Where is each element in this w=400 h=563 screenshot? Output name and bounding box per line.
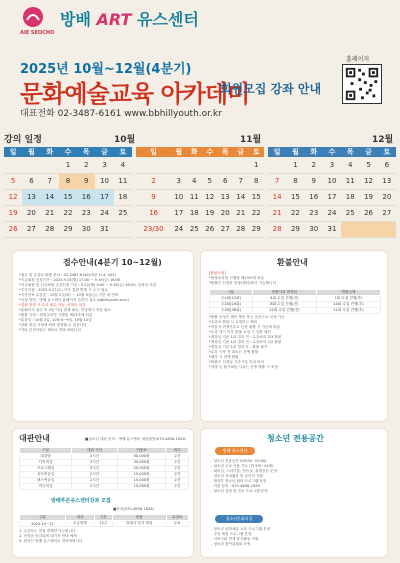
calendar-day: 24 [171,221,186,237]
calendar-day: 8 [248,173,264,189]
calendar-day: 31 [95,221,113,237]
text-line: - 이용 문의 : 070-4858-1828 [211,484,260,488]
calendar-day: 4 [114,157,132,173]
calendar-day: 18 [114,189,132,205]
program-phone: ■문의(070-4858-1828) [113,507,154,511]
text-line: *결원 발생 시 수시 접수 가능, 선착순 마감 [19,303,86,307]
text-line: *수강 개시 이후 환불 요청 시 일할 계산 [209,330,271,334]
weekday-header: 금 [359,147,377,157]
calendar-day: 7 [41,173,59,189]
weekday-header: 토 [248,147,264,157]
table-cell: 2시간 [72,484,118,490]
calendar-day: 12 [202,189,217,205]
calendar-day: 10 [95,173,113,189]
calendar-day: 1 [59,157,77,173]
qr-label: 홈페이지 [346,56,370,63]
calendar-day: 21 [268,205,286,221]
calendar-day: 5 [359,157,377,173]
calendar-day: 15 [248,189,264,205]
calendar-day: 16 [77,189,95,205]
table-cell: 15,000원 [117,472,166,478]
calendar-day: 3 [171,173,186,189]
text-line: - 청소년 전용공간 (09:00~22:00) [211,459,267,463]
text-line: *신규회원 및 신규회원 수강신청 기간 : 9.22(월) 9:00 ~ 9.26(금) 18:00, 선착순 마감 [19,283,157,287]
youth-title: 청소년 전용공간 [267,434,324,443]
calendar-day: 2 [305,157,323,173]
text-line: 3. 문의는 방배 유스센터로 연락바랍니다 [19,539,83,543]
calendar-day: 2 [136,173,171,189]
calendar-december [268,147,396,238]
table-cell: 10,000원 [117,484,166,490]
table-cell: 7회 수업 진행(후) [316,296,380,302]
calendar-day: 12 [4,189,22,205]
calendar-day: 23 [305,205,323,221]
logo-icon [22,6,44,28]
header [0,0,400,40]
table-cell: 주간 [166,454,189,460]
youth-pill[interactable]: 청소년문화의집 [215,515,263,523]
calendar-day [41,157,59,173]
calendar-day: 26 [359,205,377,221]
calendar-day: 13 [22,189,40,205]
table-cell: 3시간 [72,460,118,466]
calendar-day: 6 [22,173,40,189]
calendar-day: 20 [378,189,396,205]
table-cell: 클래식 악기 체험 [112,521,166,527]
table-cell: 21회 수업 진행(후) [316,308,380,314]
weekday-header: 수 [202,147,217,157]
calendar-day: 27 [218,221,233,237]
table-cell: 8회 수업 진행(전) [252,302,316,308]
weekday-header: 월 [286,147,304,157]
weekday-header: 금 [95,147,113,157]
table-cell: 프로그램실 [20,466,72,472]
text-line: *환불은 신청한 현장(센터)에서 가능합니다 [209,281,277,285]
calendar-day: 25 [187,221,202,237]
table-header: 기간 [94,515,112,521]
table-header: 반환사유 발생일 [252,290,316,296]
calendar-day: 11 [114,173,132,189]
calendar-day: 27 [22,221,40,237]
text-line: [환불규정] [209,271,226,275]
calendar-day: 3 [95,157,113,173]
calendar-day: 25 [114,205,132,221]
table-row [210,308,381,314]
weekday-header: 월 [171,147,186,157]
title-subtext: 회원모집 강좌 안내 [220,82,322,96]
table-cell: 대강당 [20,454,72,460]
table-cell: 주2회(24회) [210,302,253,308]
calendar-day: 11 [341,173,359,189]
calendar-day: 7 [268,173,286,189]
calendar-day: 5 [4,173,22,189]
calendar-day: 1 [248,157,264,173]
calendar-day [187,157,202,173]
calendar-day [136,157,171,173]
table-cell: 12주 [94,521,112,527]
table-cell: 12회 수업 진행(전) [252,308,316,314]
calendar-october [4,147,132,238]
table-header: 대상 [65,515,94,521]
table-cell: 2시간 [72,478,118,484]
weekday-header: 수 [323,147,341,157]
text-line: *개강일 기준 1/3 경과 전 : 수강료의 2/3 환불 [209,335,282,339]
weekday-header: 목 [218,147,233,157]
table-header: 수강료 [166,515,188,521]
calendar-day: 23 [77,205,95,221]
brand-name[interactable]: 방배 ART 유스센터 [60,10,199,29]
text-line: *접수 및 수강료 환불 문의 : 02-3487-6161(내선 114, 402) [19,273,116,277]
text-line: *기타 문의사항은 센터로 연락 바랍니다 [19,328,81,332]
table-cell: 4회 수업 진행(전) [252,296,316,302]
table-cell: 3시간 [72,454,118,460]
calendar-day: 16 [305,189,323,205]
rental-title: 대관안내 [19,434,50,443]
weekday-header: 금 [233,147,248,157]
month-label: 10월 [114,135,136,145]
refund-lines [209,271,383,286]
calendar-day: 13 [218,189,233,205]
calendar-day: 9 [136,189,171,205]
calendar-day: 17 [323,189,341,205]
calendar-day: 18 [341,189,359,205]
schedule-label: 강의 일정 [4,135,42,145]
program-notes [19,529,189,544]
program-table [19,514,189,527]
text-line: - 청소년 자치활동 및 동아리 지원 [211,474,264,478]
calendar-day: 31 [323,221,341,237]
text-line: *폐강 시 전액 환불 [209,355,239,359]
weekday-header: 목 [77,147,95,157]
calendar-day: 2 [77,157,95,173]
apply-section [12,250,194,422]
table-cell: 음악연습실 [20,472,72,478]
text-line: - 방과후 청소년 쉼터 프로그램 운영 [211,479,267,483]
calendar-day [359,221,377,237]
text-line: - 청소년 상담 및 진로 프로그램 운영 [211,489,268,493]
table-row [210,302,381,308]
calendar-day: 15 [59,189,77,205]
calendar-day: 25 [341,205,359,221]
text-line: - 회의실, 스터디룸, 연습실, 휴게공간 운영 [211,469,277,473]
calendar-day: 20 [218,205,233,221]
text-line: - 청소년 문화예술 교육 프로그램 운영 [211,527,271,531]
calendar-day: 22 [286,205,304,221]
weekday-header: 화 [41,147,59,157]
youth-section [200,428,388,558]
program-title: 방배푸른유스센터강좌 모집 [51,498,111,504]
table-header: 구분 [20,515,66,521]
text-line: *환불 규정 : 평생교육법 시행령 제23조에 따름 [19,313,93,317]
calendar-day: 8 [286,173,304,189]
rental-phone: ■청소년 대관 문의 : 방배 유스센터 대관담당(070-4858-1828) [85,437,187,441]
calendar-day [4,157,22,173]
table-cell: 무료 [166,521,188,527]
table-cell: 15,000원 [117,478,166,484]
table-header: 구분 [20,448,72,454]
refund-title: 환불안내 [277,258,308,267]
calendar-day: 4 [341,157,359,173]
calendar-day: 21 [233,205,248,221]
rental-table [19,447,189,490]
text-line: *홈페이지 접수 후 3일 이내 결제 필수, 미결제시 자동 취소 [19,308,111,312]
calendar-day: 7 [233,173,248,189]
text-line: *환불은 신청일 기준 7일 이내 처리 [209,360,264,364]
calendar-day: 10 [171,189,186,205]
table-cell: 초등학생 [65,521,94,527]
calendar-day: 17 [95,189,113,205]
calendar-day: 1 [286,157,304,173]
calendar-day [218,157,233,173]
table-header: 대관 시간 [72,448,118,454]
text-line: *개강일 기준 1/2 경과 후 : 환불 불가 [209,345,268,349]
calendar-day: 10 [323,173,341,189]
calendar-day: 30 [305,221,323,237]
calendar-day [22,157,40,173]
calendar-day: 26 [4,221,22,237]
table-cell: 주간 [166,478,189,484]
table-cell: 14회 수업 진행(후) [316,302,380,308]
weekday-header: 일 [136,147,171,157]
calendar-day: 19 [359,189,377,205]
calendar-day: 13 [378,173,396,189]
contact-info: 대표전화 02-3487-6161 www.bbhillyouth.or.kr [20,109,222,119]
period-subtitle: 2025년 10월~12월(4분기) [20,62,192,77]
text-line: *학습자 귀책사유로 인한 환불 시 기준에 따름 [209,325,281,329]
calendar-day: 19 [4,205,22,221]
calendar-day: 17 [171,205,186,221]
text-line: *추가모집 : 2025.9.27(토) 이후 결원 발생 시 수시 접수 [19,288,108,292]
table-cell: 50,000원 [117,454,166,460]
calendar-november [136,147,264,238]
youth-lines [211,459,383,494]
text-line: *휴강일 : 10월 3일, 10월 6~9일, 10월 10일 [19,318,92,322]
month-label: 12월 [372,135,394,145]
refund-section [200,250,388,422]
calendar-day: 29 [59,221,77,237]
table-header: 반환금액 [316,290,380,296]
calendar-day [268,157,286,173]
logo-text: AIE SEOCHO [20,30,55,36]
table-cell: 주1회(12회) [210,296,253,302]
calendar-day: 28 [268,221,286,237]
text-line: *수강 시작 전 취소는 전액 환불 [209,350,259,354]
page-title: 문화예술교육 아카데미 [20,80,250,108]
calendar-day: 16 [136,205,171,221]
refund-lines-detail [209,315,383,370]
text-line: *환불 신청은 센터 방문 또는 유선으로 신청 가능 [209,315,285,319]
calendar-day: 20 [22,205,40,221]
apply-title: 접수안내(4분기 10~12월) [63,258,162,267]
table-cell: 20,000원 [117,466,166,472]
table-row [20,484,189,490]
text-line: 1. 수강료는 현장 결제만 가능합니다 [19,529,76,533]
calendar-day: 26 [202,221,217,237]
text-line: - 지역사회 연계 봉사활동 지원 [211,537,259,541]
text-line: *강좌 당일 사정에 따라 변경될 수 있습니다 [19,323,87,327]
calendar-day: 21 [41,205,59,221]
table-cell: 3시간 [72,466,118,472]
calendar-day: 28 [41,221,59,237]
table-row [210,296,381,302]
text-line: 2. 선착순 마감되며 대기자 안내 예정 [19,534,77,538]
month-label: 11월 [240,135,262,145]
calendar-day: 14 [41,189,59,205]
weekday-header: 일 [268,147,286,157]
table-cell: 주간 [166,466,189,472]
calendar-day: 27 [378,205,396,221]
table-cell: 주간 [166,460,189,466]
table-cell: 주간 [166,472,189,478]
calendar-day: 14 [233,189,248,205]
table-cell: 30,000원 [117,460,166,466]
text-line: - 청소년 무료 이용 가능 (만 9세~24세) [211,464,274,468]
calendar-day: 12 [359,173,377,189]
weekday-header: 토 [114,147,132,157]
table-cell: 미디어실 [20,484,72,490]
calendar-day [114,221,132,237]
weekday-header: 수 [59,147,77,157]
calendar-day: 6 [218,173,233,189]
table-cell: 다목적실 [20,460,72,466]
table-header: 구분 [210,290,253,296]
calendar-day [202,157,217,173]
text-line: *기간만료 수강증 : 10월 2일(화) ~ 10월 3일(금) 기간 내 연락 [19,293,119,297]
calendar-day: 8 [59,173,77,189]
table-header: 내용 [112,515,166,521]
weekday-header: 일 [4,147,22,157]
youth-pill[interactable]: 방배 유스센터 [215,447,255,455]
calendar-day: 11 [187,189,202,205]
calendar-day: 14 [268,189,286,205]
calendar-day: 4 [187,173,202,189]
table-row [20,521,189,527]
calendar-day: 29 [248,221,264,237]
weekday-header: 화 [305,147,323,157]
calendar-day: 24 [95,205,113,221]
calendar-day: 19 [202,205,217,221]
calendar-day: 18 [187,205,202,221]
weekday-header: 토 [378,147,396,157]
calendar-day: 22 [59,205,77,221]
calendar-day [171,157,186,173]
weekday-header: 월 [22,147,40,157]
calendar-day: 30 [77,221,95,237]
text-line: - 주말 체험 프로그램 운영 [211,532,252,536]
calendar-day: 6 [378,157,396,173]
calendar-day: 5 [202,173,217,189]
table-cell: 댄스연습실 [20,478,72,484]
weekday-header: 목 [341,147,359,157]
text-line: *질병 등 불가피한 사유는 증빙 제출 시 조정 [209,365,278,369]
calendar-day: 23/30 [136,221,171,237]
calendar-day: 28 [233,221,248,237]
text-line: *평생교육법 시행령 제23조에 따름 [209,276,264,280]
calendar-day: 29 [286,221,304,237]
weekday-header: 화 [187,147,202,157]
calendar-day: 22 [248,205,264,221]
calendar-day: 24 [323,205,341,221]
text-line: *수강료 환불 시 교재비는 제외 [209,320,258,324]
qr-code-icon[interactable] [342,64,382,104]
table-header: 이용료 [117,448,166,454]
calendar-day [341,221,359,237]
text-line: *신청 방법 : 방배 유스센터 홈페이지 온라인 접수 (bbhillyouth.or.kr) [19,298,130,302]
calendar-day: 9 [77,173,95,189]
calendar-day: 15 [286,189,304,205]
youth-lines-extra [211,527,383,547]
rental-section [12,428,194,558]
table-cell: 2시간 [72,472,118,478]
calendar-day: 9 [305,173,323,189]
calendar-day [378,221,396,237]
table-header: 비고 [166,448,189,454]
table-cell: 주3회(36회) [210,308,253,314]
table-cell: 2025.10~12 [20,521,66,527]
table-cell: 주간 [166,484,189,490]
apply-lines [19,273,189,333]
text-line: - 청소년 참여위원회 운영 [211,542,251,546]
calendar-day: 3 [323,157,341,173]
calendar-day [233,157,248,173]
refund-table [209,289,381,314]
text-line: *개강일 기준 1/2 경과 전 : 수강료의 1/2 환불 [209,340,282,344]
text-line: *기존회원 신청기간 : 2025.9.15(월) 17:00 ~ 9.19(금) 18:00 [19,278,121,282]
